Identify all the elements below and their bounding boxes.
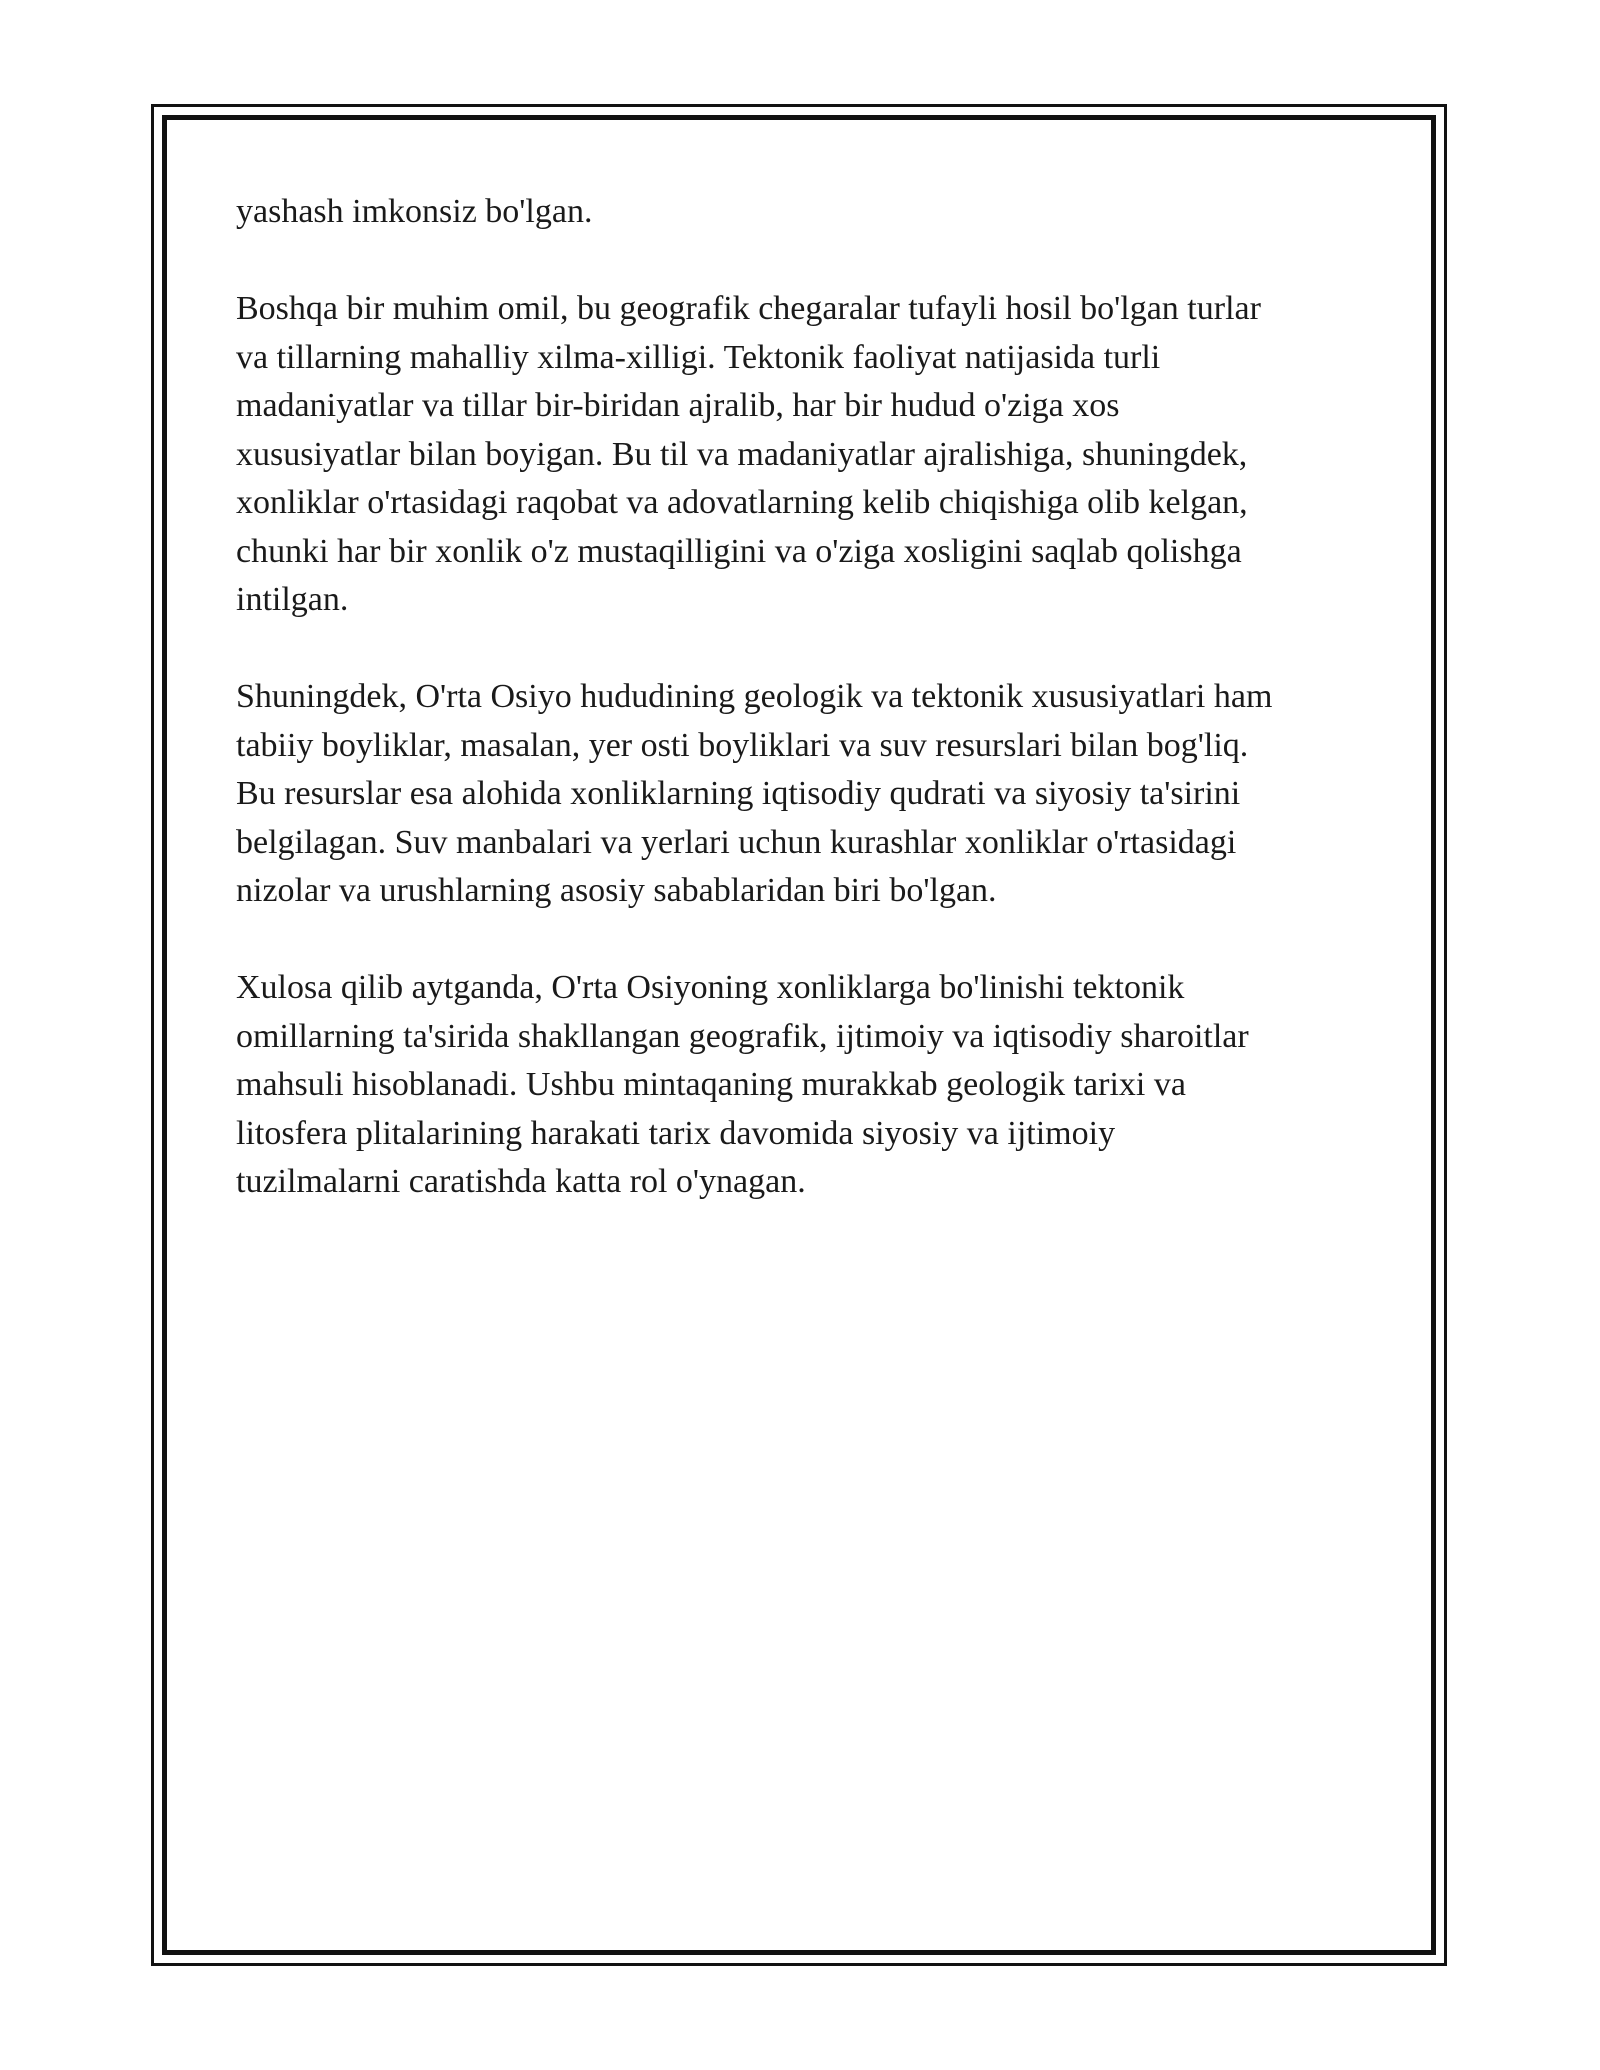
paragraph-continuation: yashash imkonsiz bo'lgan. (236, 193, 593, 230)
paragraph-resources: Shuningdek, O'rta Osiyo hududining geologik va tektonik xususiyatlari ham tabiiy boyliklar, masalan, yer osti boyliklari va suv resurslari bilan bog'liq. Bu resurslar esa alohida xonliklarning iqtisodiy qudrati va siyosiy ta'sirini belgilagan. Suv manbalari va yerlari uchun kurashlar xonliklar o'rtasidagi nizolar va urushlarning asosiy sabablaridan biri bo'lgan. (236, 678, 1273, 909)
document-body (236, 188, 1376, 1255)
paragraph-conclusion: Xulosa qilib aytganda, O'rta Osiyoning xonliklarga bo'linishi tektonik omillarning ta'sirida shakllangan geografik, ijtimoiy va iqtisodiy sharoitlar mahsuli hisoblanadi. Ushbu mintaqaning murakkab geologik tarixi va litosfera plitalarining harakati tarix davomida siyosiy va ijtimoiy tuzilmalarni caratishda katta rol o'ynagan. (236, 969, 1249, 1200)
paragraph-diversity: Boshqa bir muhim omil, bu geografik chegaralar tufayli hosil bo'lgan turlar va tillarning mahalliy xilma-xilligi. Tektonik faoliyat natijasida turli madaniyatlar va tillar bir-biridan ajralib, har bir hudud o'ziga xos xususiyatlar bilan boyigan. Bu til va madaniyatlar ajralishiga, shuningdek, xonliklar o'rtasidagi raqobat va adovatlarning kelib chiqishiga olib kelgan, chunki har bir xonlik o'z mustaqilligini va o'ziga xosligini saqlab qolishga intilgan. (236, 290, 1261, 618)
